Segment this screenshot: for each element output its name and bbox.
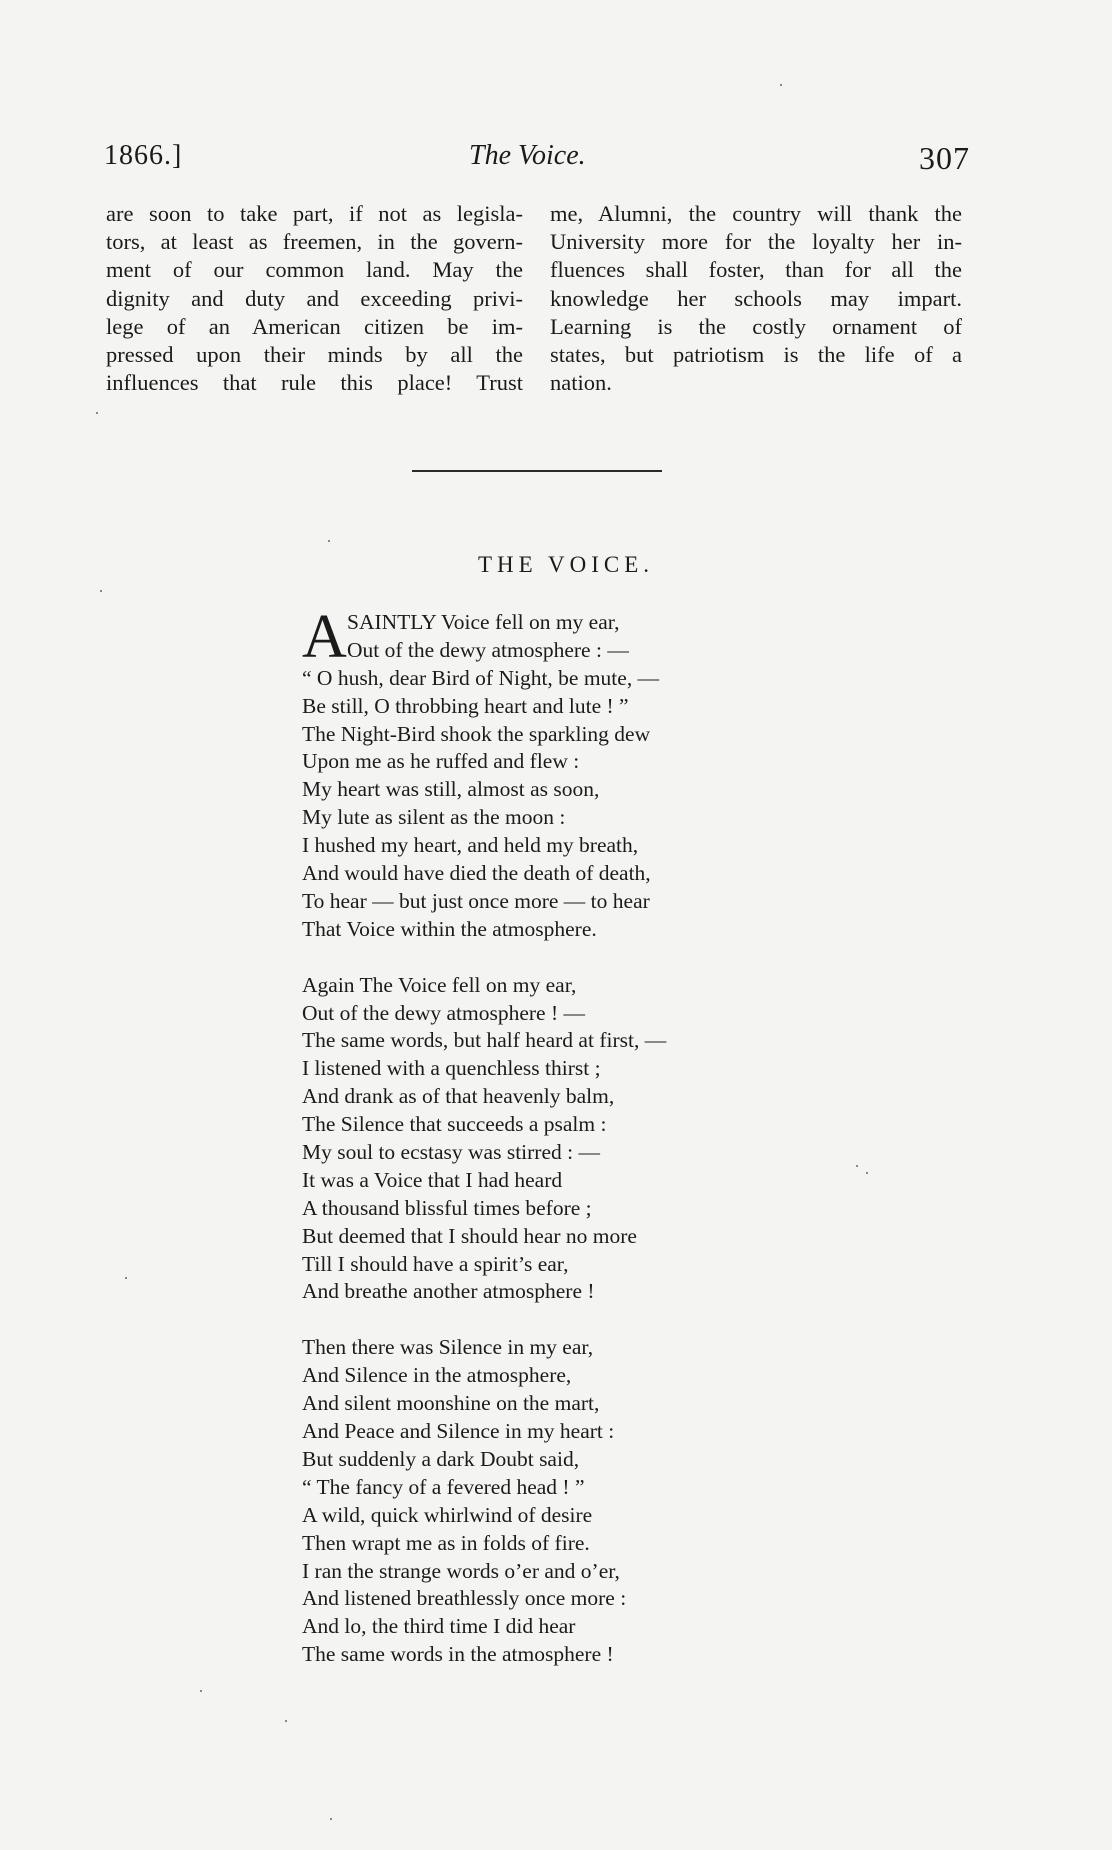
poem-line: The same words in the atmosphere ! <box>302 1642 614 1667</box>
prose-line: nation. <box>550 370 612 396</box>
prose-line: University more for the loyalty her in- <box>550 229 962 255</box>
running-title: The Voice. <box>469 140 586 171</box>
poem-line: My heart was still, almost as soon, <box>302 777 600 802</box>
poem-line: I ran the strange words o’er and o’er, <box>302 1558 620 1583</box>
scan-speck <box>200 1690 202 1692</box>
poem-line: The Night-Bird shook the sparkling dew <box>302 721 651 746</box>
poem-line: SAINTLY Voice fell on my ear, <box>347 610 620 634</box>
poem-line: And Peace and Silence in my heart : <box>302 1419 615 1444</box>
poem-line: Out of the dewy atmosphere ! — <box>302 1000 586 1025</box>
prose-line: lege of an American citizen be im- <box>106 313 523 339</box>
poem-line: And listened breathlessly once more : <box>302 1586 627 1611</box>
prose-line: influences that rule this place! Trust <box>106 370 523 396</box>
stanza-2 <box>302 972 822 1307</box>
prose-line: knowledge her schools may impart. <box>550 285 962 311</box>
poem-line: And lo, the third time I did hear <box>302 1614 576 1639</box>
poem-line: Upon me as he ruffed and flew : <box>302 749 580 774</box>
poem-line: That Voice within the atmosphere. <box>302 916 597 941</box>
prose-line: Learning is the costly ornament of <box>550 313 962 339</box>
poem-line: And Silence in the atmosphere, <box>302 1363 572 1388</box>
scan-speck <box>780 84 782 86</box>
poem-line: The same words, but half heard at first, — <box>302 1028 667 1053</box>
poem-line: Be still, O throbbing heart and lute ! ” <box>302 693 629 718</box>
prose-line: me, Alumni, the country will thank the <box>550 201 962 226</box>
scan-speck <box>866 1172 868 1174</box>
scan-speck <box>125 1277 127 1279</box>
prose-left-column <box>106 200 523 397</box>
stanza-3 <box>302 1334 822 1669</box>
poem-line: But suddenly a dark Doubt said, <box>302 1446 580 1471</box>
scan-speck <box>100 590 102 592</box>
drop-cap: A <box>302 603 347 671</box>
poem-line: Out of the dewy atmosphere : — <box>347 637 629 662</box>
stanza-break <box>302 1306 822 1334</box>
poem-line: My soul to ecstasy was stirred : — <box>302 1140 600 1165</box>
scan-speck <box>330 1818 332 1820</box>
prose-line: fluences shall foster, than for all the <box>550 257 962 283</box>
prose-line: dignity and duty and exceeding privi- <box>106 285 523 311</box>
stanza-1 <box>302 603 822 944</box>
page-number: 307 <box>919 140 970 176</box>
poem-line: Till I should have a spirit’s ear, <box>302 1251 569 1276</box>
prose-right-column <box>550 200 962 397</box>
scan-speck <box>856 1165 858 1167</box>
poem-line: “ O hush, dear Bird of Night, be mute, — <box>302 665 660 690</box>
poem-line: Then wrapt me as in folds of fire. <box>302 1530 590 1555</box>
poem-line: Then there was Silence in my ear, <box>302 1335 594 1360</box>
prose-line: states, but patriotism is the life of a <box>550 341 962 367</box>
scan-speck <box>285 1720 287 1722</box>
poem-body <box>302 603 822 1669</box>
stanza-break <box>302 944 822 972</box>
poem-line: To hear — but just once more — to hear <box>302 888 650 913</box>
poem-line: I listened with a quenchless thirst ; <box>302 1056 601 1081</box>
running-header <box>104 140 970 180</box>
header-year: 1866.] <box>104 140 183 171</box>
scan-speck <box>96 412 98 414</box>
poem-line: And silent moonshine on the mart, <box>302 1391 600 1416</box>
prose-line: pressed upon their minds by all the <box>106 341 523 367</box>
poem-line: Again The Voice fell on my ear, <box>302 972 577 997</box>
poem-line: And would have died the death of death, <box>302 861 651 886</box>
poem-line: But deemed that I should hear no more <box>302 1223 637 1248</box>
poem-line: I hushed my heart, and held my breath, <box>302 833 639 858</box>
prose-line: ment of our common land. May the <box>106 257 523 283</box>
poem-title: THE VOICE. <box>477 552 655 577</box>
poem-line: And drank as of that heavenly balm, <box>302 1084 615 1109</box>
poem-line: “ The fancy of a fevered head ! ” <box>302 1474 585 1499</box>
section-divider <box>412 470 662 472</box>
prose-line: tors, at least as freemen, in the govern- <box>106 229 523 255</box>
poem-line: A wild, quick whirlwind of desire <box>302 1502 593 1527</box>
prose-line: are soon to take part, if not as legisla- <box>106 201 523 226</box>
poem-line: It was a Voice that I had heard <box>302 1167 563 1192</box>
poem-line: My lute as silent as the moon : <box>302 805 566 830</box>
poem-line: The Silence that succeeds a psalm : <box>302 1112 607 1137</box>
poem-line: And breathe another atmosphere ! <box>302 1279 595 1304</box>
scan-speck <box>328 540 330 542</box>
poem-line: A thousand blissful times before ; <box>302 1195 592 1220</box>
